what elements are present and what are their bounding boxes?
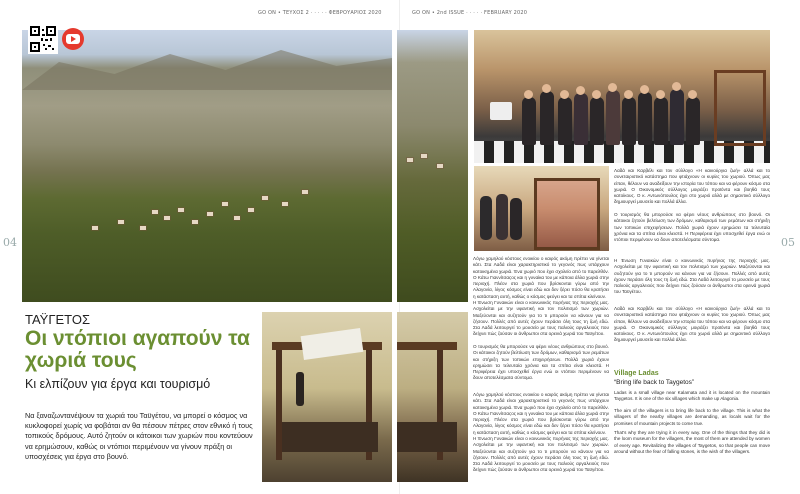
mountain-village-photo: [22, 30, 392, 302]
loom-museum-photo: [262, 312, 392, 482]
english-body-a: Ladas is a small village near Kalamata and it is located on the mountain Taygetos. It is one of the six villages which make up Alagonia.: [614, 390, 770, 402]
header-right: GO ON • 2nd ISSUE · · · · · FEBRUARY 2020: [412, 10, 528, 16]
body-column-2c: Η Ένωση Γυναικών είναι ο κοινωνικός πυρήνας της περιοχής μας. Ασχολείται με την υφαντική και τον πολιτισμό των χωριών. Μαζεύονται και συζητούν για το τι μπορούν να κάνουν για να ζήσουν. Πολλές από αυτές έχουν περάσει όλη τους τη ζωή εδώ. Στα Λαδά λειτουργεί το μουσείο με τους παλιούς αργαλειούς που δείχνει πώς ζούσαν οι άνθρωποι στα ορεινά χωριά του Ταϋγέτου.: [614, 258, 770, 295]
article-subtitle: Κι ελπίζουν για έργα και τουρισμό: [25, 377, 211, 391]
page-number-right: 05: [781, 236, 795, 249]
page-number-left: 04: [3, 236, 17, 249]
english-subheading: “Bring life back to Taygetos”: [614, 379, 695, 386]
mountain-village-photo-continued: [397, 30, 468, 302]
women-group-photo: [474, 30, 770, 163]
article-kicker: ΤΑΫΓΕΤΟΣ: [25, 312, 91, 327]
body-column-1a: Λόγω χαμηλού κόστους ενοικίου ο καιρός ακόμη πρέπει να γίνεται κάτι. Στα Λαδά είναι χαρακτηριστικό το γεγονός πως υπάρχουν κατοικημένα χωριά. Ένα χωριό που έχει σχολείο από το παρελθόν. Ο Κάτω Γιαννίτσαςος και η γυναίκα του με κάποια άλλα χωριά στην περιοχή. Πλέον στα χωριά που βρίσκονται γύρω από την Αλαγονία, λίγος κόσμος είναι εδώ και δεν ξέρει πόσο θα κρατήσει η κατάσταση αυτή, καθώς ο κόσμος φεύγει και τα σπίτια κλείνουν.: [473, 256, 609, 299]
loom-museum-photo-continued: [397, 312, 468, 482]
article-title: Οι ντόπιοι αγαπούν τα χωριά τους: [25, 327, 250, 372]
youtube-icon[interactable]: [62, 28, 84, 50]
header-left: GO ON • ΤΕΥΧΟΣ 2 · · · · · ΦΕΒΡΟΥΑΡΙΟΣ 2020: [258, 10, 382, 16]
qr-code-icon[interactable]: [30, 26, 56, 52]
loom-room-photo: [474, 166, 609, 251]
article-lead: Να ξαναζωντανέψουν τα χωριά του Ταϋγέτου, να μπορεί ο κόσμος να κυκλοφορεί χωρίς να φοβάται αν θα πέσουν πέτρες στον εθνικό ή τους τοπικούς δρόμους. Αυτό ζητούν οι κάτοικοι των χωριών που κοντεύουν να ερημώσουν, καθώς οι ντόπιοι περιμένουν να γίνουν πράξη οι υποσχέσεις για έργα στο βουνό.: [25, 411, 253, 461]
body-column-1d: Λόγω χαμηλού κόστους ενοικίου ο καιρός ακόμη πρέπει να γίνεται κάτι. Στα Λαδά είναι χαρακτηριστικό το γεγονός πως υπάρχουν κατοικημένα χωριά. Ένα χωριό που έχει σχολείο από το παρελθόν. Ο Κάτω Γιαννίτσαςος και η γυναίκα του με κάποια άλλα χωριά στην περιοχή. Πλέον στα χωριά που βρίσκονται γύρω από την Αλαγονία, λίγος κόσμος είναι εδώ και δεν ξέρει πόσο θα κρατήσει η κατάσταση αυτή, καθώς ο κόσμος φεύγει και τα σπίτια κλείνουν.: [473, 392, 609, 435]
body-column-2d: Λαδά και Καρβέλι και τον σύλλογο «Η καινούργια ζωή» αλλά και το συνεταιριστικό κατάστημα που φτιάχνουν οι κυρίες του χωριού. Όπως μας είπαν, θέλουν να αναδείξουν την ιστορία του τόπου και να φέρουν κόσμο στα χωριά. Ο Οικονομικός σύλλογος μοιράζει προϊόντα και βοηθά τους κατοίκους. Ο κ. Αντωνόπουλος έχει στο χωριό αλλά με σημαντικό σύλλογο δημιουργεί μουσείο και πολλά άλλα.: [614, 306, 770, 343]
body-column-2a: Λαδά και Καρβέλι και τον σύλλογο «Η καινούργια ζωή» αλλά και το συνεταιριστικό κατάστημα που φτιάχνουν οι κυρίες του χωριού. Όπως μας είπαν, θέλουν να αναδείξουν την ιστορία του τόπου και να φέρουν κόσμο στα χωριά. Ο Οικονομικός σύλλογος μοιράζει προϊόντα και βοηθά τους κατοίκους. Ο κ. Αντωνόπουλος έχει στο χωριό αλλά με σημαντικό σύλλογο δημιουργεί μουσείο και πολλά άλλα.: [614, 168, 770, 205]
body-column-1b: Η Ένωση Γυναικών είναι ο κοινωνικός πυρήνας της περιοχής μας. Ασχολείται με την υφαντική και τον πολιτισμό των χωριών. Μαζεύονται και συζητούν για το τι μπορούν να κάνουν για να ζήσουν. Πολλές από αυτές έχουν περάσει όλη τους τη ζωή εδώ. Στα Λαδά λειτουργεί το μουσείο με τους παλιούς αργαλειούς που δείχνει πώς ζούσαν οι άνθρωποι στα ορεινά χωριά του Ταϋγέτου.: [473, 300, 609, 337]
body-column-2b: Ο τουρισμός θα μπορούσε να φέρει νέους ανθρώπους στο βουνό. Οι κάτοικοι ζητούν βελτίωση των δρόμων, καθαρισμό των ρεμάτων και στήριξη των τοπικών επιχειρήσεων. Πολλά χωριά έχουν ερημώσει τα τελευταία χρόνια και τα σπίτια είναι κλειστά. Η Περιφέρεια έχει υποσχεθεί έργα ενώ οι ντόπιοι περιμένουν να δουν αποτελέσματα σύντομα.: [614, 212, 770, 243]
english-heading: Village Ladas: [614, 370, 659, 377]
english-body-c: That's why they are trying it in every way. One of the things that they did is the loom museum for the villagers, the most of them are attended by women of every age. Revitalizing the villages of Taygetos, so that people can move around without the fear of falling stones, is the wish of the villagers.: [614, 430, 770, 454]
body-column-1e: Η Ένωση Γυναικών είναι ο κοινωνικός πυρήνας της περιοχής μας. Ασχολείται με την υφαντική και τον πολιτισμό των χωριών. Μαζεύονται και συζητούν για το τι μπορούν να κάνουν για να ζήσουν. Πολλές από αυτές έχουν περάσει όλη τους τη ζωή εδώ. Στα Λαδά λειτουργεί το μουσείο με τους παλιούς αργαλειούς που δείχνει πώς ζούσαν οι άνθρωποι στα ορεινά χωριά του Ταϋγέτου.: [473, 436, 609, 473]
english-body-b: The aim of the villagers is to bring life back to the village. This is what the villagers of the nearby villages are demanding, as locals wait for the promises of mountain projects to come true.: [614, 408, 770, 426]
body-column-1c: Ο τουρισμός θα μπορούσε να φέρει νέους ανθρώπους στο βουνό. Οι κάτοικοι ζητούν βελτίωση των δρόμων, καθαρισμό των ρεμάτων και στήριξη των τοπικών επιχειρήσεων. Πολλά χωριά έχουν ερημώσει τα τελευταία χρόνια και τα σπίτια είναι κλειστά. Η Περιφέρεια έχει υποσχεθεί έργα ενώ οι ντόπιοι περιμένουν να δουν αποτελέσματα σύντομα.: [473, 344, 609, 381]
